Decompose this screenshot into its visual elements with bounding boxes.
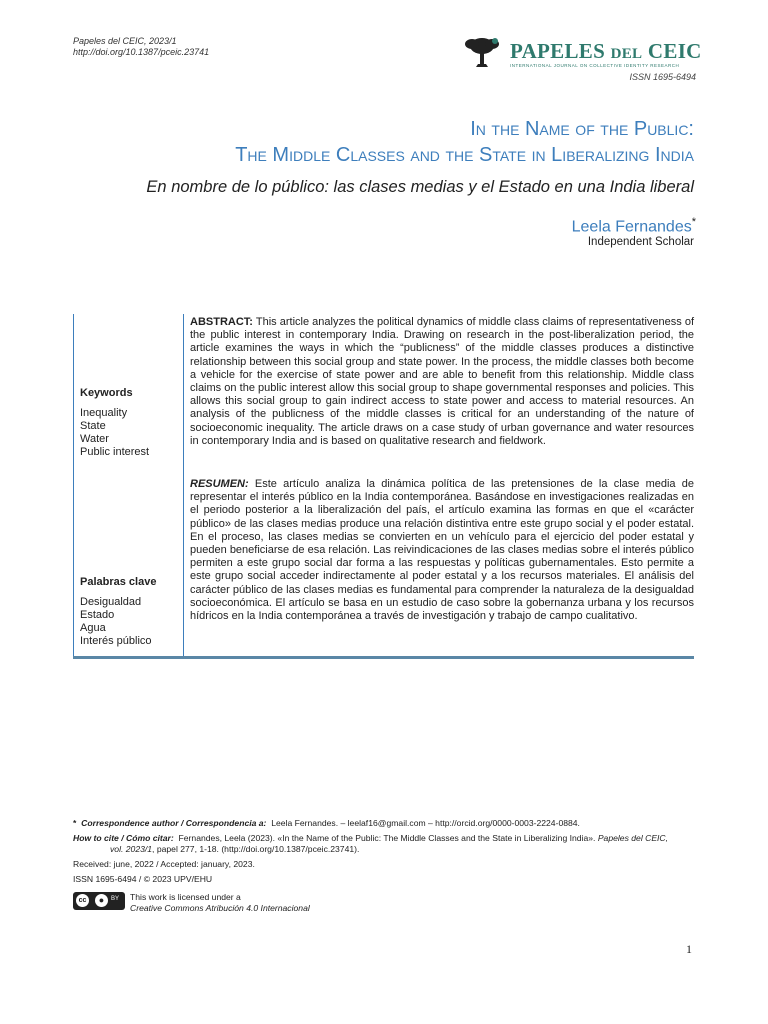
creative-commons-icon: cc [76, 894, 89, 907]
attribution-person-icon: ● [95, 894, 108, 907]
keyword-item: Public interest [80, 446, 150, 458]
abstract-label: ABSTRACT: [190, 316, 253, 328]
keyword-item: Inequality [80, 407, 128, 419]
citation-note-line2: vol. 2023/1, papel 277, 1-18. (http://doi.org/10.1387/pceic.23741). [110, 844, 360, 854]
abstract-text: This article analyzes the political dynamics of middle class claims of representativeness of the public interest in contemporary India. Drawing on research in the post-liberalization period, the article examines the ways in which the “publicness” of the middle classes produces a distinctive relationship between this social group and state power. In the process, the middle classes both become a vehicle for the exercise of state power and are able to benefit from this relationship. Middle class claims on the public interest allow this social group to shape governmental responses and policies. This allows this social group to gain indirect access to state power and access to material resources. An analysis of the publicness of the middle classes is critical for an understanding of the nature of socioeconomic inequality. The article draws on a case study of urban governance and water resources in contemporary India and is based on qualitative research and fieldwork. [190, 316, 695, 447]
cite-label: How to cite / Cómo citar: [73, 833, 174, 843]
received-accepted: Received: june, 2022 / Accepted: january, 2023. [73, 859, 255, 869]
article-title [235, 116, 694, 168]
palabras-clave-list [80, 596, 152, 648]
by-label: BY [111, 896, 120, 902]
journal-header [73, 36, 209, 58]
keyword-item: Desigualdad [80, 596, 142, 608]
left-rule [73, 314, 74, 656]
keyword-item: Estado [80, 609, 115, 621]
resumen-label: RESUMEN: [190, 478, 249, 490]
palabras-clave-heading: Palabras clave [80, 576, 157, 588]
bottom-rule [73, 656, 694, 659]
keyword-item: State [80, 420, 106, 432]
correspondence-note: * Correspondence author / Correspondencia a: Leela Fernandes. – leelaf16@gmail.com – http://orcid.org/0000-0003-2224-0884. [73, 818, 580, 828]
page-number: 1 [686, 942, 692, 956]
license-text [130, 892, 310, 913]
article-subtitle: En nombre de lo público: las clases medias y el Estado en una India liberal [146, 178, 694, 196]
abstract-en [190, 316, 694, 448]
resumen-text: Este artículo analiza la dinámica política de las pretensiones de la clase media de representar el interés público en la India contemporánea. Basándose en investigaciones realizadas en el periodo posterior a la liberalización del país, el artículo examina las formas en que el «carácter público» de las clases medias produce una relación distintiva entre este grupo social y el poder estatal. En el proceso, las clases medias se convierten en un vehículo para el ejercicio del poder estatal y pueden beneficiarse de esa relación. Las reivindicaciones de las clases medias sobre el interés público permiten a este grupo social dar forma a las respuestas y políticas gubernamentales. Esto permite a este grupo social acceder indirectamente al poder estatal y a los recursos materiales. El análisis del carácter público de las clases medias es fundamental para comprender la naturaleza de la desigualdad socioeconómica. El artículo se basa en un estudio de caso sobre la gobernanza urbana y los recursos hídricos en la India contemporánea a través de investigación y trabajo de campo cualitativo. [190, 478, 694, 623]
tree-icon [462, 36, 502, 70]
keywords-list [80, 407, 149, 459]
logo-wordmark: PAPELES DEL CEIC [510, 39, 702, 63]
issn-copyright: ISSN 1695-6494 / © 2023 UPV/EHU [73, 874, 213, 884]
journal-citation-line: Papeles del CEIC, 2023/1 [73, 36, 177, 46]
cite-text: Fernandes, Leela (2023). «In the Name of the Public: The Middle Classes and the State in Liberalizing India». [178, 833, 596, 843]
doi-link[interactable]: http://doi.org/10.1387/pceic.23741 [73, 47, 210, 57]
correspondence-text: Leela Fernandes. – leelaf16@gmail.com – http://orcid.org/0000-0003-2224-0884. [271, 818, 580, 828]
author-name: Leela Fernandes* [571, 216, 696, 236]
keyword-item: Water [80, 433, 109, 445]
cc-license-badge[interactable] [73, 892, 125, 910]
title-line-2: The Middle Classes and the State in Liberalizing India [235, 144, 694, 166]
logo-tagline: INTERNATIONAL JOURNAL ON COLLECTIVE IDENTITY RESEARCH [510, 63, 680, 68]
author-footnote-mark: * [691, 216, 696, 228]
author-affiliation: Independent Scholar [587, 236, 694, 248]
license-link[interactable]: Creative Commons Atribución 4.0 Internacional [130, 902, 310, 913]
citation-note [73, 833, 668, 844]
cite-journal: Papeles del CEIC, [597, 833, 669, 843]
journal-logo [462, 36, 702, 70]
correspondence-label: Correspondence author / Correspondencia a: [81, 818, 267, 828]
keyword-item: Interés público [80, 635, 152, 647]
keywords-heading: Keywords [80, 387, 133, 399]
keyword-item: Agua [80, 622, 106, 634]
title-line-1: In the Name of the Public: [470, 118, 694, 140]
license-line-1: This work is licensed under a [130, 892, 241, 902]
column-divider [183, 314, 184, 656]
issn-header: ISSN 1695-6494 [629, 72, 696, 82]
abstract-es [190, 478, 694, 623]
